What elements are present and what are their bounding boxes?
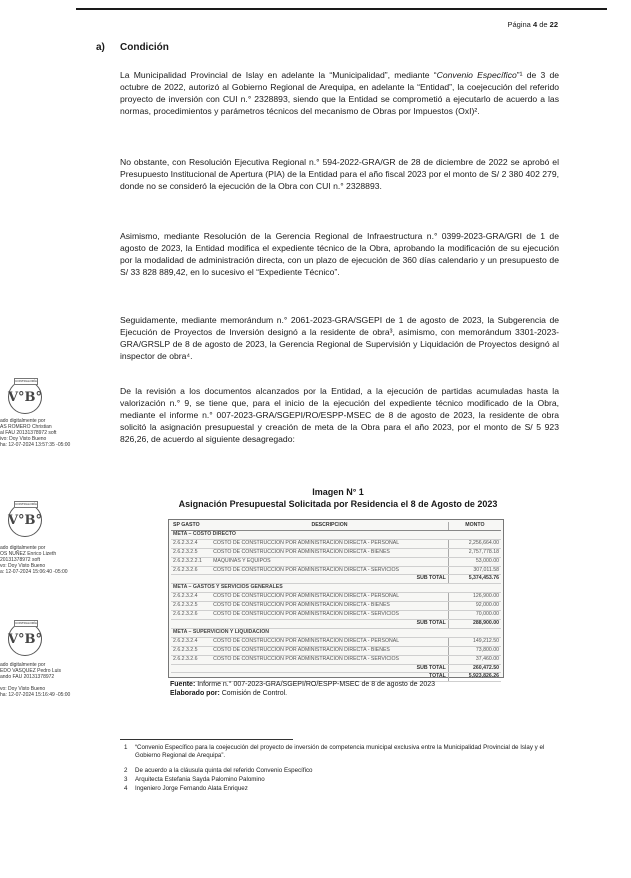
table-row [171, 557, 501, 566]
page-number: Página 4 de 22 [507, 20, 558, 29]
cell-code: 2.6.2.3.2.2.1 [171, 557, 211, 566]
paragraph-4: Seguidamente, mediante memorándum n.° 2061-2023-GRA/SGEPI de 1 de agosto de 2023, la Subgerencia de Ejecución de Proyectos de Inversión designó a la residente de obra³, asimismo, con memorándum 3301-2023-GRA/GRSLP de 8 de agosto de 2023, la Gerencia Regional de Supervisión y Liquidación de Proyectos designó al inspector de obra⁴. [120, 315, 559, 361]
header-amount: MONTO [448, 522, 501, 530]
cell-description: COSTO DE CONSTRUCCION POR ADMINISTRACION DIRECTA - BIENES [211, 548, 448, 557]
cell-code: 2.6.2.3.2.6 [171, 655, 211, 664]
cell-description: COSTO DE CONSTRUCCION POR ADMINISTRACION DIRECTA - SERVICIOS [211, 611, 448, 620]
cell-code: 2.6.2.3.2.6 [171, 611, 211, 620]
cell-code: 2.6.2.3.2.5 [171, 646, 211, 655]
cell-amount: 260,472.50 [448, 664, 501, 673]
cell-amount: 288,900.00 [448, 619, 501, 628]
cell-description: SUB TOTAL [211, 575, 448, 584]
table-row [171, 611, 501, 620]
table-row [171, 646, 501, 655]
cell-amount: 2,757,778.18 [448, 548, 501, 557]
paragraph-3: Asimismo, mediante Resolución de la Gerencia Regional de Infraestructura n.° 0399-2023-GRA/GRI de 1 de agosto de 2023, la Entidad modifica el expediente técnico de la Obra, aprobando la modificación de su ejecución por la modalidad de administración directa, con un plazo de ejecución de 360 días calendario y un presupuesto de S/ 33 828 889,42, en lo sucesivo el “Expediente Técnico”. [120, 231, 559, 277]
meta-row [171, 628, 501, 637]
cell-description: SUB TOTAL [211, 619, 448, 628]
meta-row [171, 584, 501, 593]
header-rule [76, 8, 607, 10]
cell-description: COSTO DE CONSTRUCCION POR ADMINISTRACION DIRECTA - BIENES [211, 602, 448, 611]
footnote: 3 Arquitecta Estefania Sayda Palomino Palomino [124, 776, 265, 783]
cell-description: MAQUINAS Y EQUIPOS [211, 557, 448, 566]
cell-description: COSTO DE CONSTRUCCION POR ADMINISTRACION DIRECTA - PERSONAL [211, 539, 448, 548]
header-code: SP GASTO [171, 522, 211, 530]
paragraph-2: No obstante, con Resolución Ejecutiva Regional n.° 594-2022-GRA/GR de 28 de diciembre de 2022 se aprobó el Presupuesto Institucional de Apertura (PIA) de la Entidad para el año fiscal 2023 por el monto de S/ 2 380 402 279, donde no se consideró la ejecución de la Obra con CUI n.° 2328893. [120, 157, 559, 191]
cell-code: 2.6.2.3.2.4 [171, 593, 211, 602]
cell-amount: 2,256,664.00 [448, 539, 501, 548]
table-row [171, 548, 501, 557]
cell-amount: 149,212.50 [448, 637, 501, 646]
visto-bueno-seal-icon: CONTRALORÍA V°B° [8, 380, 42, 414]
figure-number: Imagen N° 1 [312, 487, 364, 497]
cell-code: 2.6.2.3.2.5 [171, 548, 211, 557]
cell-amount: 92,000.00 [448, 602, 501, 611]
signature-text: ado digitalmente por AS ROMERO Christian al FAU 20131378972 soft ivo: Doy Visto Bueno ha: 12-07-2024 13:57:35 -05:00 [0, 418, 71, 448]
cell-amount: 307,011.58 [448, 566, 501, 575]
cell-amount: 53,000.00 [448, 557, 501, 566]
cell-description: COSTO DE CONSTRUCCION POR ADMINISTRACION DIRECTA - PERSONAL [211, 593, 448, 602]
figure-source: Fuente: Informe n.° 007-2023-GRA/SGEPI/RO/ESPP-MSEC de 8 de agosto de 2023 Elaborado por: Comisión de Control. [170, 681, 436, 697]
cell-code: 2.6.2.3.2.5 [171, 602, 211, 611]
figure-title: Asignación Presupuestal Solicitada por Residencia el 8 de Agosto de 2023 [178, 499, 498, 509]
cell-amount: 5,374,453.76 [448, 575, 501, 584]
footnote-rule [120, 739, 293, 740]
cell-description: COSTO DE CONSTRUCCION POR ADMINISTRACION DIRECTA - BIENES [211, 646, 448, 655]
header-description: DESCRIPCION [211, 522, 448, 530]
table-row [171, 602, 501, 611]
cell-description: TOTAL [211, 673, 448, 682]
cell-code [171, 619, 211, 628]
footnote: 1 “Convenio Específico para la coejecución del proyecto de inversión de competencia municipal exclusiva entre la Municipalidad Provincial de Islay y el Gobierno Regional de Arequipa”. [124, 744, 545, 759]
meta-label: META – GASTOS Y SERVICIOS GENERALES [171, 584, 501, 593]
visto-bueno-seal-icon: CONTRALORÍA V°B° [8, 503, 42, 537]
section-heading: a) Condición [96, 42, 169, 53]
paragraph-1: La Municipalidad Provincial de Islay en adelante la “Municipalidad”, mediante “Convenio Específico”¹ de 3 de octubre de 2022, autorizó al Gobierno Regional de Arequipa, en adelante la “Entidad”, la coejecución del referido proyecto de inversión con CUI n.° 2328893, siendo que la Entidad se comprometió a ejecutarlo de acuerdo a las normas, procedimientos y parámetros técnicos del mecanismo de Obras por Impuestos (OxI)². [120, 70, 560, 116]
cell-description: SUB TOTAL [211, 664, 448, 673]
cell-description: COSTO DE CONSTRUCCION POR ADMINISTRACION DIRECTA - SERVICIOS [211, 655, 448, 664]
cell-code: 2.6.2.3.2.4 [171, 539, 211, 548]
budget-table-image [168, 519, 504, 678]
cell-amount: 70,000.00 [448, 611, 501, 620]
meta-label: META – SUPERVICION Y LIQUIDACION [171, 628, 501, 637]
table-row [171, 566, 501, 575]
subtotal-row [171, 664, 501, 673]
signature-text: ado digitalmente por EDO VASQUEZ Pedro Luis ando FAU 20131378972 vo: Doy Visto Bueno ha: 12-07-2024 15:16:49 -05:00 [0, 662, 71, 698]
cell-amount: 73,800.00 [448, 646, 501, 655]
table-header-row [171, 522, 501, 530]
table-row [171, 655, 501, 664]
cell-description: COSTO DE CONSTRUCCION POR ADMINISTRACION DIRECTA - SERVICIOS [211, 566, 448, 575]
cell-amount: 126,900.00 [448, 593, 501, 602]
footnote: 4 Ingeniero Jorge Fernando Alata Enriquez [124, 785, 248, 792]
cell-code: 2.6.2.3.2.6 [171, 566, 211, 575]
subtotal-row [171, 575, 501, 584]
paragraph-5: De la revisión a los documentos alcanzados por la Entidad, a la ejecución de partidas acumuladas hasta la valorización n.° 9, se tiene que, para el inicio de la ejecución del expediente técnico modificado de la Obra, mediante el informe n.° 007-2023-GRA/SGEPI/RO/ESPP-MSEC de 8 de agosto de 2023, la residente de obra solicitó la asignación presupuestal y creación de meta de la Obra para el año 2023, por el monto de S/ 5 923 826,26, de acuerdo al siguiente desagregado: [120, 386, 559, 444]
table-row [171, 539, 501, 548]
cell-code [171, 575, 211, 584]
footnote: 2 De acuerdo a la cláusula quinta del referido Convenio Específico [124, 767, 313, 774]
signature-text: ado digitalmente por OS NUÑEZ Enrico Lizeth 20131378972 soft vo: Doy Visto Bueno a: 12-07-2024 15:06:40 -05:00 [0, 545, 68, 575]
cell-amount: 5,923,826.26 [448, 673, 501, 682]
cell-amount: 37,460.00 [448, 655, 501, 664]
table-row [171, 593, 501, 602]
budget-table [171, 522, 501, 682]
visto-bueno-seal-icon: CONTRALORÍA V°B° [8, 622, 42, 656]
cell-code [171, 664, 211, 673]
table-row [171, 637, 501, 646]
subtotal-row [171, 619, 501, 628]
meta-row [171, 530, 501, 539]
cell-description: COSTO DE CONSTRUCCION POR ADMINISTRACION DIRECTA - PERSONAL [211, 637, 448, 646]
meta-label: META – COSTO DIRECTO [171, 530, 501, 539]
cell-code: 2.6.2.3.2.4 [171, 637, 211, 646]
